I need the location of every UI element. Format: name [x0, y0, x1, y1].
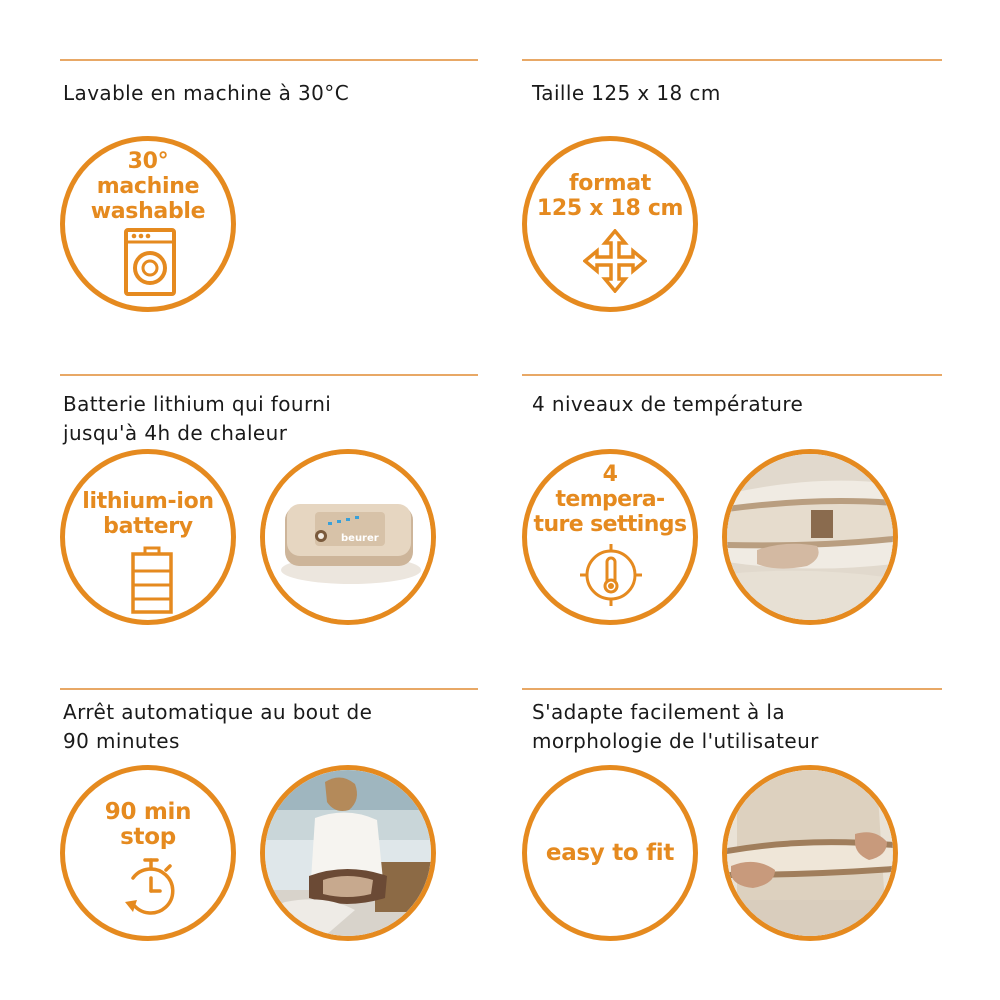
auto-stop-badge	[60, 765, 236, 941]
battery-pack-photo	[260, 449, 436, 625]
temperature-badge	[522, 449, 698, 625]
badge-label: easy to fit	[545, 840, 675, 866]
badge-label: 90 min stop	[104, 799, 192, 850]
badge-label: 30° machine washable	[90, 149, 206, 224]
battery-pack-image	[265, 454, 431, 620]
washing-machine-icon	[122, 226, 178, 298]
feature-caption: 4 niveaux de température	[532, 392, 804, 416]
divider	[60, 688, 478, 690]
feature-caption: S'adapte facilement à la morphologie de l'utilisateur	[532, 700, 819, 753]
woman-belt-image	[265, 770, 431, 936]
woman-wearing-belt-photo	[260, 765, 436, 941]
thermometer-icon	[578, 542, 644, 608]
belt-adjust-photo	[722, 449, 898, 625]
divider	[522, 688, 942, 690]
man-fitting-belt-photo	[722, 765, 898, 941]
battery-icon	[127, 546, 177, 614]
belt-adjust-image	[727, 454, 893, 620]
brand-label: beurer	[341, 533, 379, 544]
feature-caption: Arrêt automatique au bout de 90 minutes	[63, 700, 373, 753]
feature-caption: Taille 125 x 18 cm	[532, 81, 721, 105]
feature-caption: Lavable en machine à 30°C	[63, 81, 350, 105]
divider	[60, 374, 478, 376]
resize-arrows-icon	[583, 229, 647, 293]
washable-badge	[60, 136, 236, 312]
format-badge	[522, 136, 698, 312]
badge-label: lithium-ion battery	[82, 489, 214, 539]
divider	[522, 59, 942, 61]
badge-label: 4 tempera- ture settings	[533, 462, 687, 537]
battery-badge	[60, 449, 236, 625]
divider	[60, 59, 478, 61]
feature-caption: Batterie lithium qui fourni jusqu'à 4h de chaleur	[63, 392, 332, 445]
man-belt-image	[727, 770, 893, 936]
stopwatch-icon	[119, 856, 183, 922]
divider	[522, 374, 942, 376]
badge-label: format 125 x 18 cm	[536, 171, 684, 221]
easy-fit-badge	[522, 765, 698, 941]
